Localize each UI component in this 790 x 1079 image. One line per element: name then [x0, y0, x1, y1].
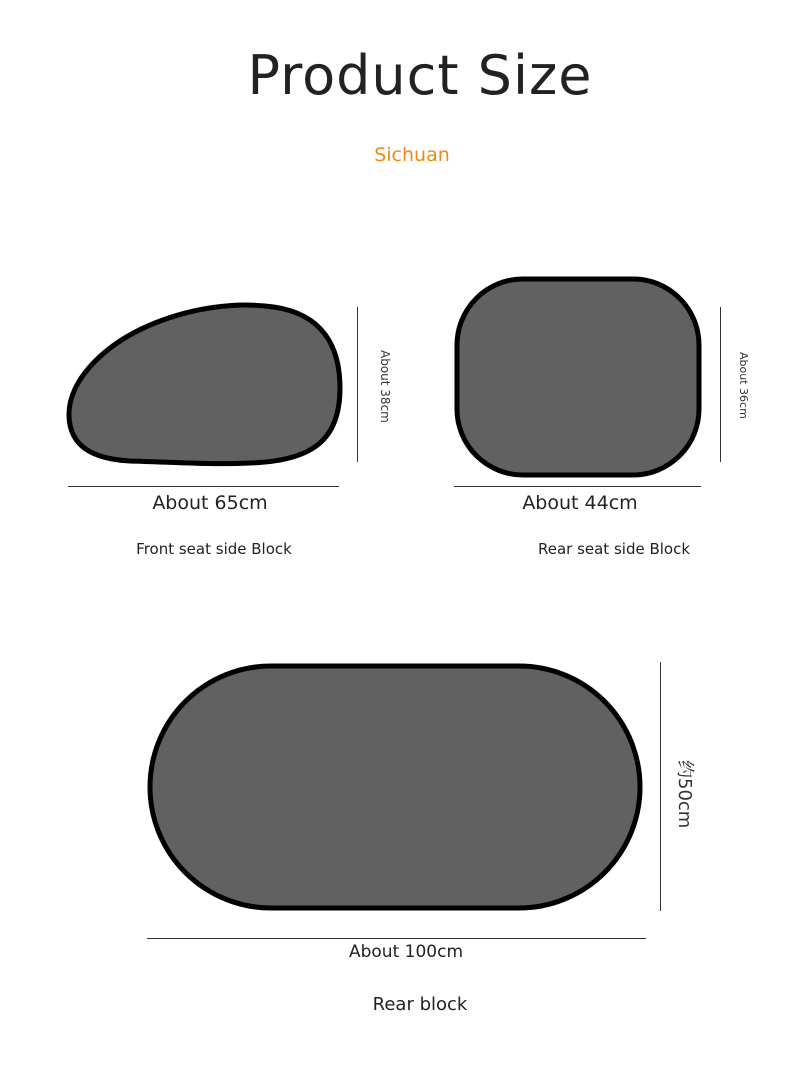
front-side-caption: Front seat side Block [136, 540, 292, 558]
rear-side-shade-shape [450, 272, 706, 482]
rear-shade-outline [150, 666, 640, 908]
front-side-width-label: About 65cm [152, 492, 268, 514]
page-title: Product Size [247, 44, 593, 107]
rear-caption: Rear block [372, 994, 468, 1015]
rear-width-label: About 100cm [348, 942, 464, 962]
rear-width-line [147, 938, 646, 939]
rear-height-line [660, 662, 661, 911]
front-side-height-label: About 38cm [378, 350, 392, 423]
rear-height-label: 约50cm [674, 760, 695, 829]
rear-side-shade-outline [457, 279, 699, 475]
rear-side-height-line [720, 307, 721, 462]
front-side-shade-outline [69, 305, 340, 464]
rear-side-height-label: About 36cm [737, 352, 750, 419]
brand-name: Sichuan [374, 144, 450, 166]
front-side-width-line [68, 486, 339, 487]
front-side-shade-shape [60, 298, 350, 470]
rear-side-caption: Rear seat side Block [537, 540, 691, 558]
front-side-height-line [357, 307, 358, 462]
rear-side-width-line [454, 486, 701, 487]
rear-shade-shape [142, 658, 648, 916]
rear-side-width-label: About 44cm [522, 492, 638, 514]
